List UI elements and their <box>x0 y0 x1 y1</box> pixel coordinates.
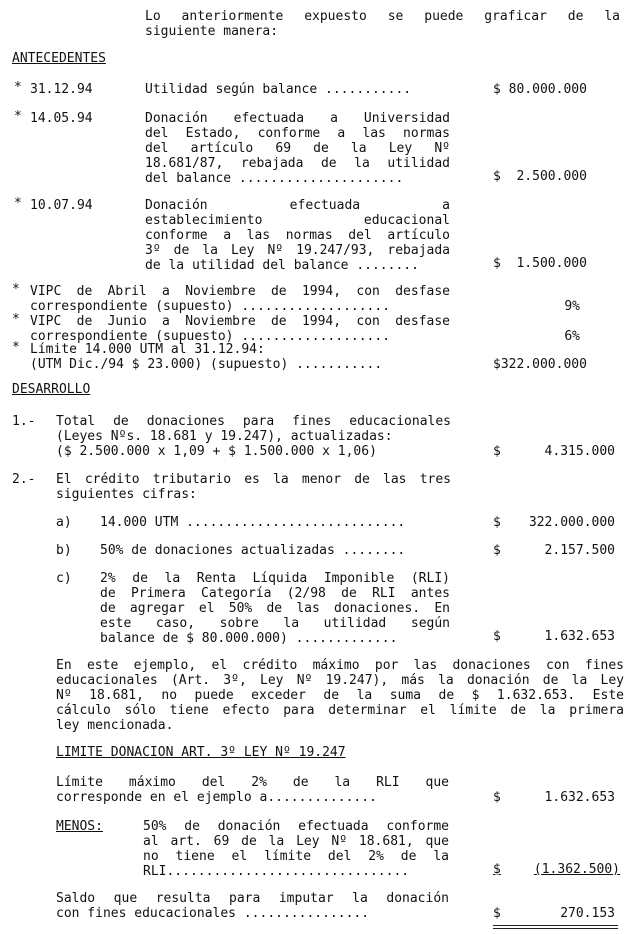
desarrollo-heading: DESARROLLO <box>12 382 91 397</box>
menos-amount: (1.362.500) <box>533 862 620 877</box>
sub-label: b) <box>56 543 72 558</box>
menos-label: MENOS: <box>56 819 103 834</box>
item-amount: 4.315.000 <box>544 444 615 459</box>
item-description: Donación efectuada a establecimiento educacional conforme a las normas del artículo 3º de la Ley Nº 19.247/93, rebajada de la utilidad del balance ........ <box>145 198 450 273</box>
item-description: Total de donaciones para fines educacionales (Leyes Nºs. 18.681 y 19.247), actualizadas: ($ 2.500.000 x 1,09 + $ 1.500.000 x 1,06) <box>56 414 451 459</box>
limite-max-text: Límite máximo del 2% de la RLI que corresponde en el ejemplo a.............. <box>56 775 449 805</box>
menos-text: 50% de donación efectuada conforme al art. 69 de la Ley Nº 18.681, que no tiene el límite del 2% de la RLI............................... <box>143 819 449 879</box>
explanation-paragraph: En este ejemplo, el crédito máximo por las donaciones con fines educacionales (Art. 3º, Ley Nº 19.247), más la donación de la Ley Nº 18.681, no puede exceder de la suma de $ 1.632.653. Este cálculo sólo tiene efecto para determinar el límite de la primera ley mencionada. <box>56 658 624 733</box>
sub-amount: 322.000.000 <box>528 515 615 530</box>
sub-description: 50% de donaciones actualizadas ........ <box>100 543 406 558</box>
sub-label: c) <box>56 571 72 586</box>
sub-description: 2% de la Renta Líquida Imponible (RLI) de Primera Categoría (2/98 de RLI antes de agregar el 50% de las donaciones. En este caso, sobre la utilidad según balance de $ 80.000.000) ............. <box>100 571 450 646</box>
sub-amount: 2.157.500 <box>544 543 615 558</box>
currency-symbol: $ <box>493 543 501 558</box>
currency-symbol: $ <box>493 444 501 459</box>
note-text: Límite 14.000 UTM al 31.12.94: (UTM Dic./94 $ 23.000) (supuesto) ........... <box>30 342 383 372</box>
item-description: El crédito tributario es la menor de las tres siguientes cifras: <box>56 472 451 502</box>
item-amount: $ 2.500.000 <box>493 169 587 184</box>
sub-amount: 1.632.653 <box>544 629 615 644</box>
intro-line-2: siguiente manera: <box>145 24 279 39</box>
note-value: $322.000.000 <box>493 357 587 372</box>
currency-symbol: $ <box>493 629 501 644</box>
currency-symbol: $ <box>493 515 501 530</box>
item-number: 1.- <box>12 414 36 429</box>
intro-line-1: Lo anteriormente expuesto se puede graficar de la <box>145 9 620 24</box>
sub-label: a) <box>56 515 72 530</box>
bullet-mark: * <box>12 282 20 297</box>
saldo-amount: 270.153 <box>560 906 615 921</box>
bullet-mark: * <box>14 109 22 124</box>
item-description: Utilidad según balance ........... <box>145 82 412 97</box>
double-underline <box>493 925 618 929</box>
item-date: 10.07.94 <box>30 198 93 213</box>
intro-paragraph <box>145 9 620 39</box>
note-text: VIPC de Abril a Noviembre de 1994, con desfase correspondiente (supuesto) ................... <box>30 284 450 314</box>
sub-description: 14.000 UTM ............................ <box>100 515 406 530</box>
bullet-mark: * <box>12 312 20 327</box>
bullet-mark: * <box>14 80 22 95</box>
note-value: 9% <box>564 299 580 314</box>
bullet-mark: * <box>12 340 20 355</box>
currency-symbol: $ <box>493 862 501 877</box>
bullet-mark: * <box>14 196 22 211</box>
item-number: 2.- <box>12 472 36 487</box>
limite-max-amount: 1.632.653 <box>544 790 615 805</box>
limite-heading: LIMITE DONACION ART. 3º LEY Nº 19.247 <box>56 745 346 760</box>
item-date: 31.12.94 <box>30 82 93 97</box>
item-date: 14.05.94 <box>30 111 93 126</box>
currency-symbol: $ <box>493 906 501 921</box>
antecedentes-heading: ANTECEDENTES <box>12 51 106 66</box>
note-text: VIPC de Junio a Noviembre de 1994, con desfase correspondiente (supuesto) ................... <box>30 314 450 344</box>
note-value: 6% <box>564 329 580 344</box>
currency-symbol: $ <box>493 790 501 805</box>
saldo-text: Saldo que resulta para imputar la donación con fines educacionales ................ <box>56 891 449 921</box>
item-description: Donación efectuada a Universidad del Estado, conforme a las normas del artículo 69 de la Ley Nº 18.681/87, rebajada de la utilidad del balance ..................... <box>145 111 450 186</box>
item-amount: $ 80.000.000 <box>493 82 587 97</box>
item-amount: $ 1.500.000 <box>493 256 587 271</box>
